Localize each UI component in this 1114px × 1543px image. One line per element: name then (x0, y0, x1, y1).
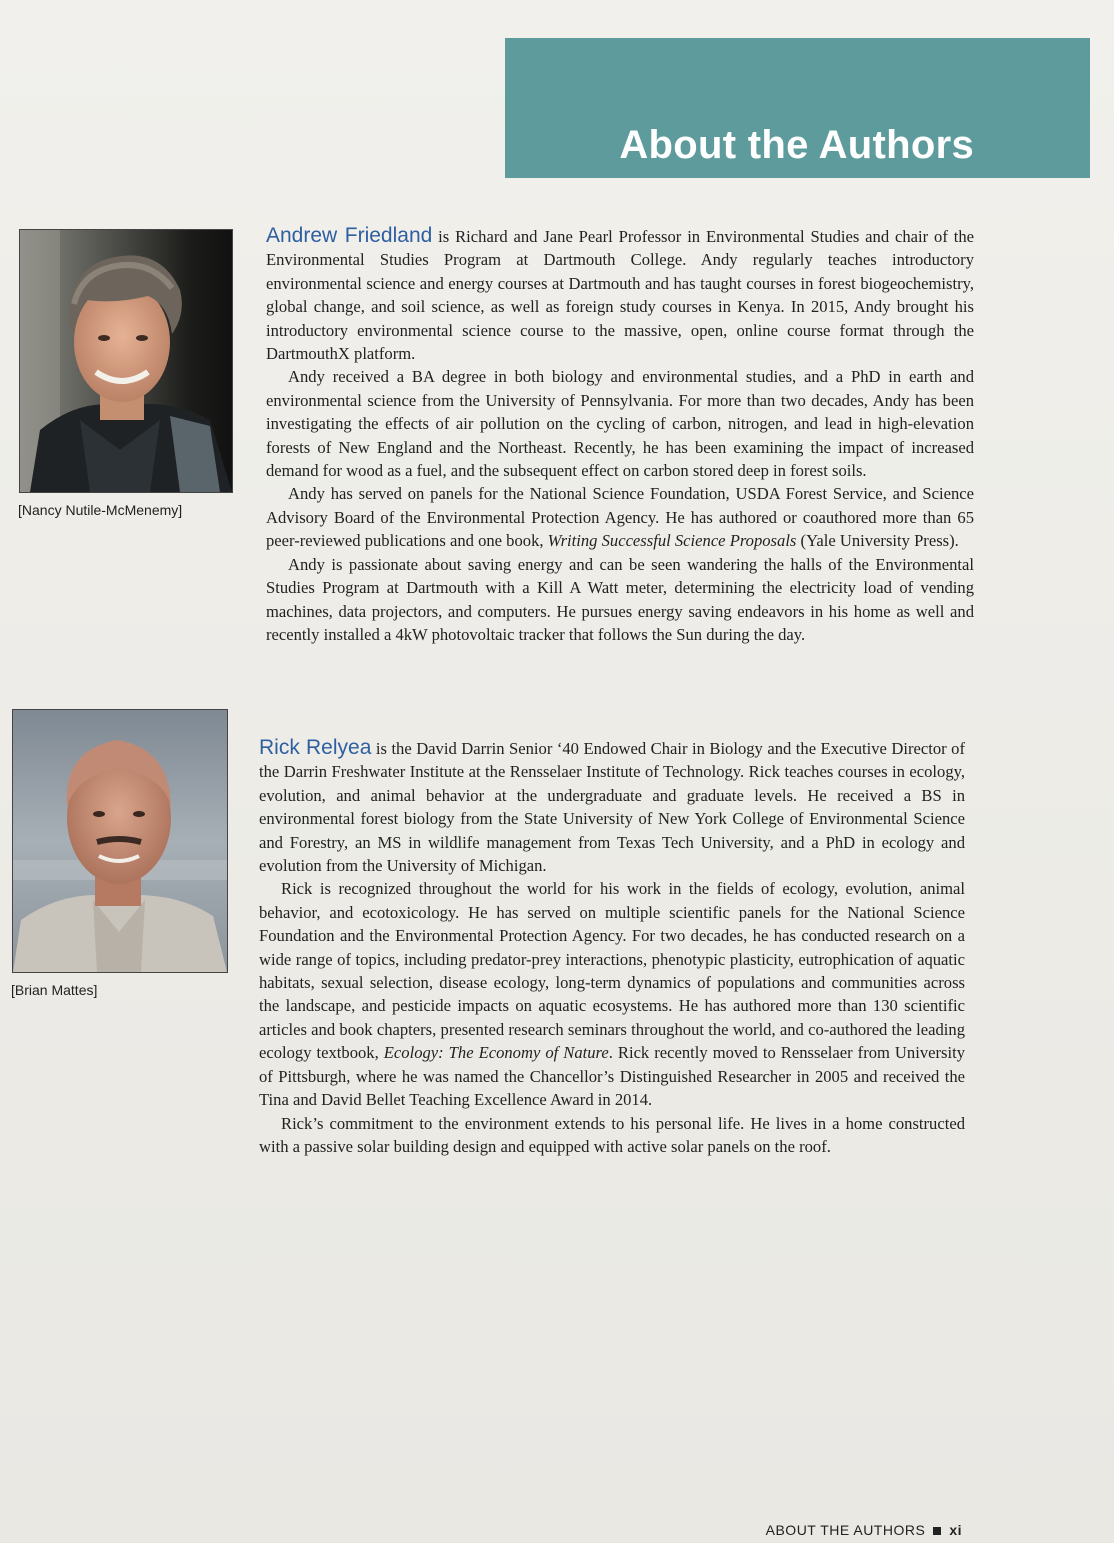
author-bio-relyea (259, 736, 965, 1158)
author-bio-friedland (266, 224, 974, 646)
bio-paragraph: Andy has served on panels for the National Science Foundation, USDA Forest Service, and Science Advisory Board of the Environmental Protection Agency. He has authored or coauthored more than 65 peer-reviewed publications and one book, Writing Successful Science Proposals (Yale University Press). (266, 484, 974, 551)
page-number: xi (949, 1522, 962, 1538)
author-photo-relyea (13, 710, 227, 972)
bio-paragraph: Rick Relyea is the David Darrin Senior ‘40 Endowed Chair in Biology and the Executive Director of the Darrin Freshwater Institute at the Rensselaer Institute of Technology. Rick teaches courses in ecology, evolution, and animal behavior at the undergraduate and graduate levels. He received a BS in environmental forest biology from the State University of New York College of Environmental Science and Forestry, an MS in wildlife management from Texas Tech University, and a PhD in ecology and evolution from the University of Michigan. (259, 736, 965, 876)
bio-paragraph: Andy received a BA degree in both biology and environmental studies, and a PhD in earth and environmental science from the University of Pennsylvania. For more than two decades, Andy has been investigating the effects of air pollution on the cycling of carbon, nitrogen, and lead in high-elevation forests of New England and the Northeast. Recently, he has been examining the impact of increased demand for wood as a fuel, and the subsequent effect on carbon stored deep in forest soils. (266, 367, 974, 481)
square-bullet-icon (933, 1527, 941, 1535)
running-head: ABOUT THE AUTHORS (765, 1522, 926, 1538)
photo-credit: [Brian Mattes] (11, 982, 98, 998)
book-title: Ecology: The Economy of Nature (383, 1043, 609, 1063)
author-name: Andrew Friedland (266, 224, 433, 247)
page-footer (766, 1522, 962, 1538)
author-name: Rick Relyea (259, 736, 372, 759)
bio-paragraph: Rick’s commitment to the environment extends to his personal life. He lives in a home constructed with a passive solar building design and equipped with active solar panels on the roof. (259, 1113, 965, 1156)
bio-paragraph: Andy is passionate about saving energy and can be seen wandering the halls of the Environmental Studies Program at Dartmouth with a Kill A Watt meter, determining the electricity load of vending machines, data projectors, and computers. He pursues energy saving endeavors in his home as well and recently installed a 4kW photovoltaic tracker that follows the Sun during the day. (266, 554, 974, 644)
page-title: About the Authors (619, 123, 974, 167)
bio-paragraph: Andrew Friedland is Richard and Jane Pearl Professor in Environmental Studies and chair of the Environmental Studies Program at Dartmouth College. Andy regularly teaches introductory environmental science and energy courses at Dartmouth and has taught courses in forest biogeochemistry, global change, and soil science, as well as foreign study courses in Kenya. In 2015, Andy brought his introductory environmental science course to the massive, open, online course format through the DartmouthX platform. (266, 224, 974, 364)
section-banner (505, 38, 1090, 178)
book-title: Writing Successful Science Proposals (547, 531, 797, 551)
author-photo-friedland (20, 230, 232, 492)
bio-paragraph: Rick is recognized throughout the world for his work in the fields of ecology, evolution, animal behavior, and ecotoxicology. He has served on multiple scientific panels for the National Science Foundation and the Environmental Protection Agency. For two decades, he has conducted research on a wide range of topics, including predator-prey interactions, phenotypic plasticity, eutrophication of aquatic habitats, sexual selection, disease ecology, long-term dynamics of populations and communities across the landscape, and pesticide impacts on aquatic ecosystems. He has authored more than 130 scientific articles and book chapters, presented research seminars throughout the world, and co-authored the leading ecology textbook, Ecology: The Economy of Nature. Rick recently moved to Rensselaer from University of Pittsburgh, where he was named the Chancellor’s Distinguished Researcher in 2005 and received the Tina and David Bellet Teaching Excellence Award in 2014. (259, 879, 965, 1110)
photo-credit: [Nancy Nutile-McMenemy] (18, 502, 183, 518)
